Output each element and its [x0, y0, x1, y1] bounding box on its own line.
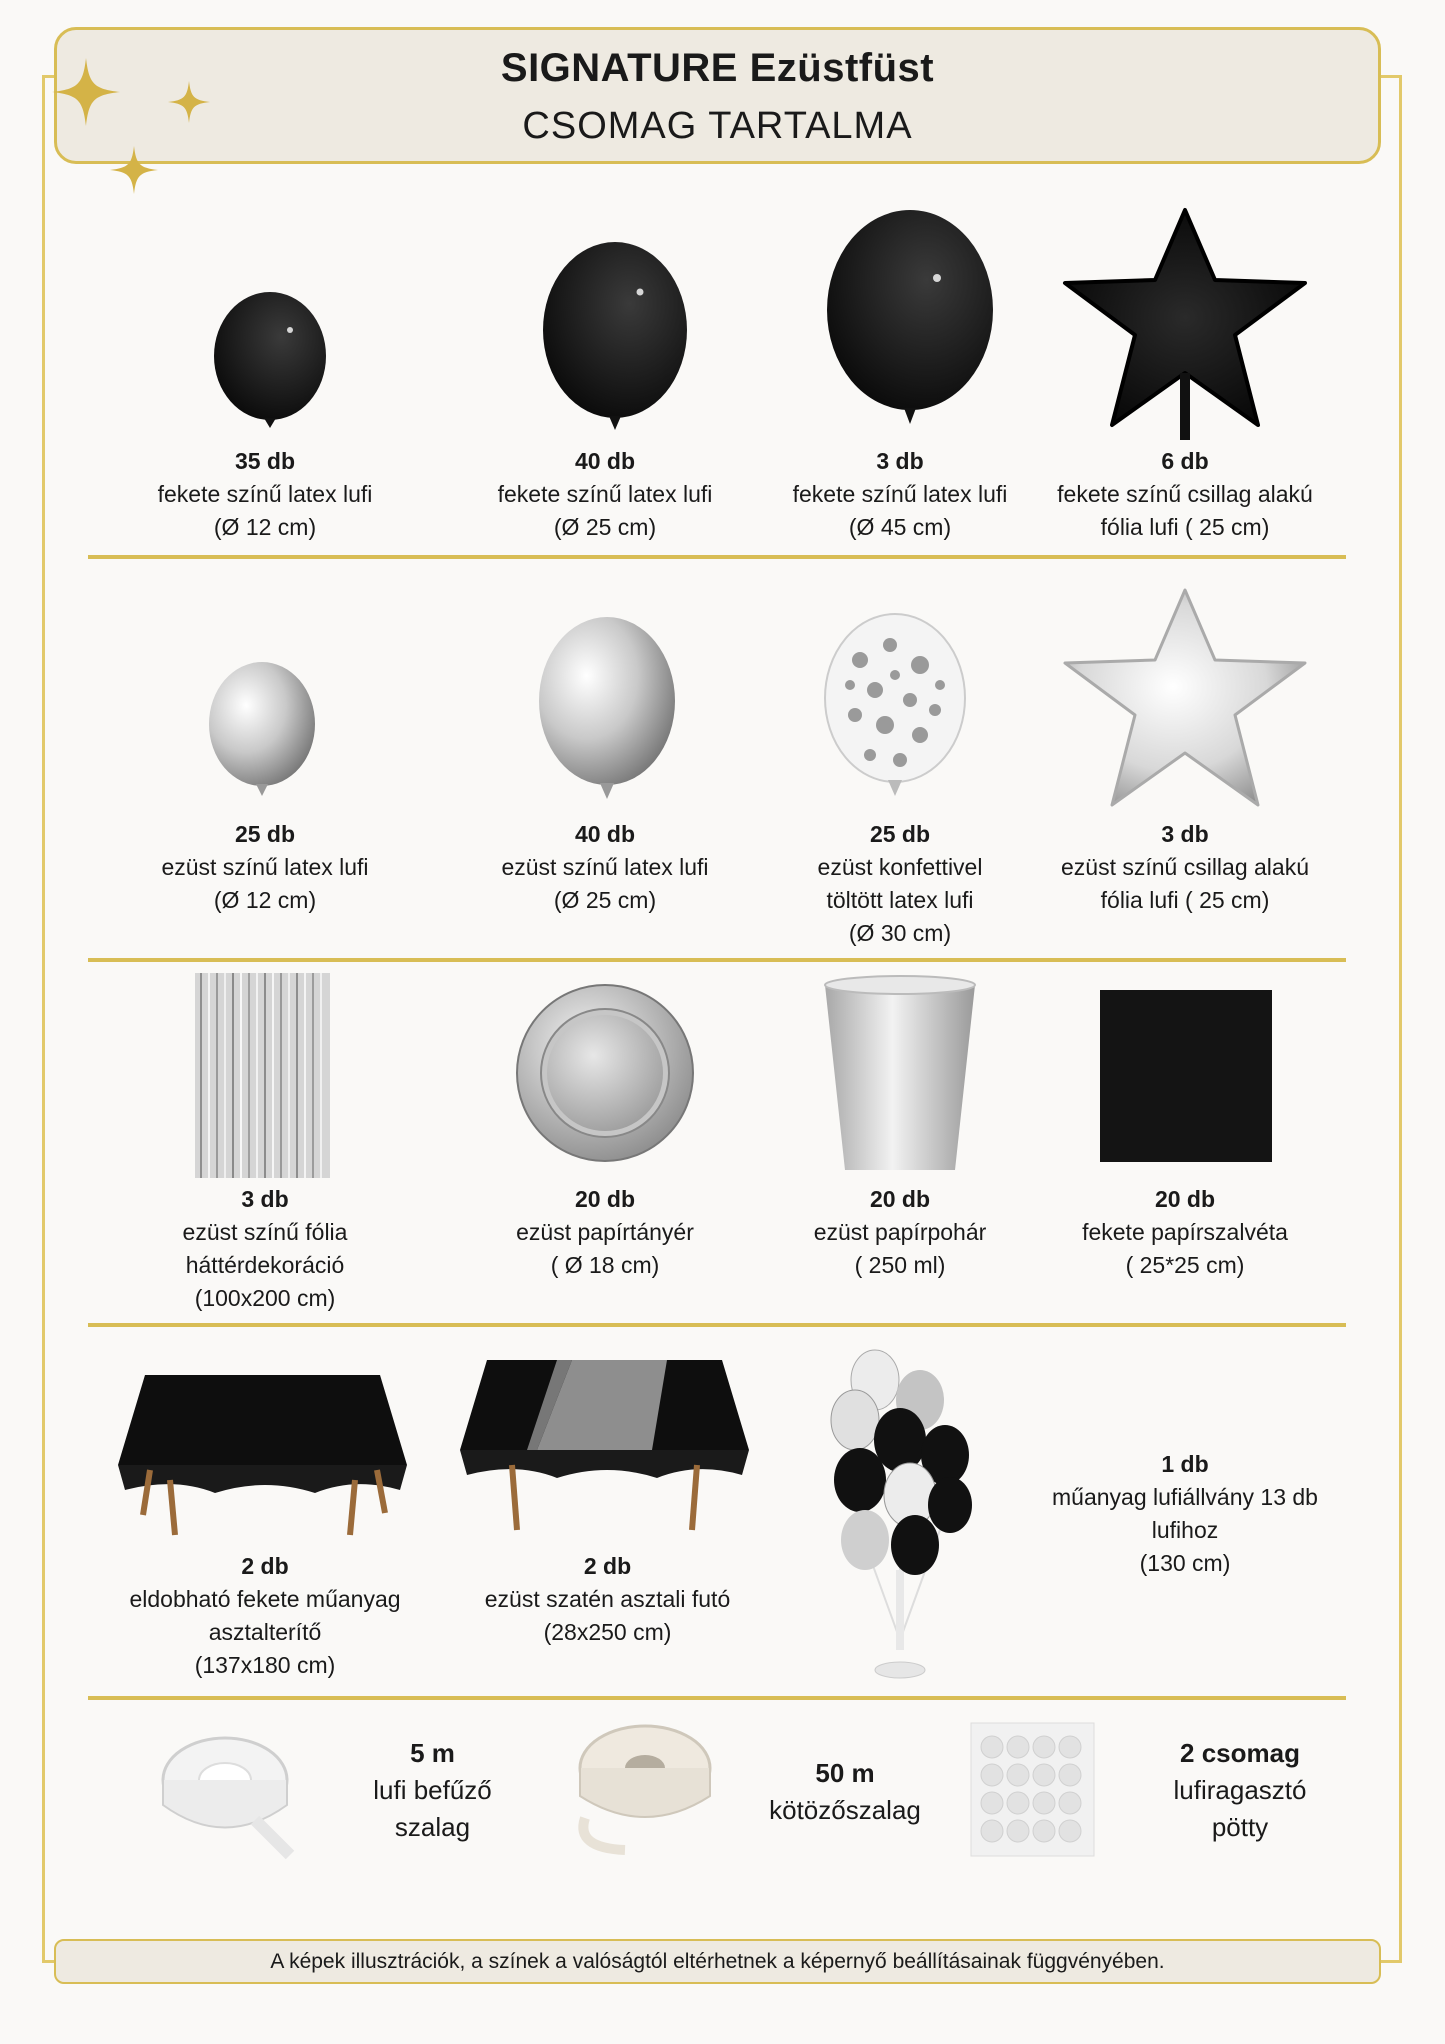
item-desc: műanyag lufiállvány 13 db: [1052, 1484, 1318, 1510]
item-qty: 40 db: [574, 821, 636, 847]
item-desc: ( Ø 18 cm): [550, 1252, 660, 1278]
item-desc: fekete papírszalvéta: [1082, 1219, 1288, 1245]
item-qty: 6 db: [1161, 448, 1209, 474]
item-desc: ezüst konfettivel: [817, 854, 983, 880]
item-confetti-latex: [765, 818, 1035, 950]
item-desc: (100x200 cm): [194, 1285, 336, 1311]
item-qty: 3 db: [876, 448, 924, 474]
item-desc: ( 250 ml): [854, 1252, 946, 1278]
ribbon-roll-image: [155, 1725, 295, 1860]
item-tablecloth: [100, 1550, 430, 1682]
balloon-stand-image: [820, 1340, 980, 1680]
item-desc: ezüst színű fólia: [182, 1219, 348, 1245]
row-divider: [88, 1323, 1346, 1327]
item-qty: 35 db: [234, 448, 296, 474]
black-napkin-image: [1100, 990, 1272, 1162]
silver-paper-cup-image: [820, 975, 980, 1175]
item-qty: 50 m: [815, 1758, 875, 1788]
item-desc: (Ø 25 cm): [553, 514, 657, 540]
item-desc: fekete színű latex lufi: [497, 481, 713, 507]
item-tying-ribbon: [745, 1755, 945, 1829]
item-desc: (137x180 cm): [194, 1652, 336, 1678]
item-paper-plate: [470, 1183, 740, 1282]
item-silver-latex-12: [130, 818, 400, 917]
item-desc: asztalterítő: [208, 1619, 322, 1645]
item-silver-latex-25: [470, 818, 740, 917]
table-runner-image: [457, 1350, 752, 1540]
item-qty: 2 csomag: [1180, 1738, 1300, 1768]
item-desc: kötözőszalag: [769, 1795, 921, 1825]
item-desc: (Ø 12 cm): [213, 887, 317, 913]
item-paper-cup: [765, 1183, 1035, 1282]
black-tablecloth-image: [115, 1365, 410, 1540]
page-title: SIGNATURE Ezüstfüst: [500, 46, 935, 90]
item-qty: 25 db: [234, 821, 296, 847]
item-qty: 20 db: [1154, 1186, 1216, 1212]
black-star-foil-balloon-image: [1060, 205, 1310, 445]
item-qty: 2 db: [583, 1553, 632, 1579]
sparkle-icon: [168, 81, 210, 123]
item-desc: (28x250 cm): [543, 1619, 672, 1645]
glue-dots-sheet-image: [970, 1722, 1095, 1857]
item-desc: fekete színű latex lufi: [792, 481, 1008, 507]
sparkle-icon: [110, 146, 158, 194]
item-desc: ezüst papírpohár: [813, 1219, 987, 1245]
row-divider: [88, 1696, 1346, 1700]
black-balloon-25cm-image: [540, 240, 690, 435]
item-table-runner: [455, 1550, 760, 1649]
item-qty: 40 db: [574, 448, 636, 474]
item-black-latex-45: [765, 445, 1035, 544]
item-black-latex-12: [130, 445, 400, 544]
silver-star-foil-balloon-image: [1060, 585, 1310, 820]
item-desc: ezüst papírtányér: [516, 1219, 694, 1245]
page-subtitle: CSOMAG TARTALMA: [522, 105, 913, 147]
item-desc: (130 cm): [1139, 1550, 1231, 1576]
item-qty: 3 db: [241, 1186, 289, 1212]
item-ribbon: [340, 1735, 525, 1846]
item-desc: töltött latex lufi: [826, 887, 974, 913]
row-divider: [88, 958, 1346, 962]
item-silver-star-foil: [1035, 818, 1335, 917]
item-paper-napkin: [1035, 1183, 1335, 1282]
item-balloon-stand: [1035, 1448, 1335, 1580]
item-desc: fekete színű latex lufi: [157, 481, 373, 507]
item-desc: lufihoz: [1151, 1517, 1219, 1543]
row-divider: [88, 555, 1346, 559]
item-qty: 2 db: [241, 1553, 289, 1579]
item-desc: ( 25*25 cm): [1125, 1252, 1245, 1278]
confetti-balloon-image: [820, 610, 970, 810]
item-desc: (Ø 45 cm): [848, 514, 952, 540]
silver-balloon-12cm-image: [205, 660, 320, 810]
sparkle-icon: [52, 58, 120, 126]
item-black-star-foil: [1035, 445, 1335, 544]
item-desc: ezüst színű latex lufi: [501, 854, 709, 880]
item-glue-dots: [1135, 1735, 1345, 1846]
item-qty: 20 db: [869, 1186, 931, 1212]
tying-ribbon-spool-image: [565, 1718, 720, 1858]
black-balloon-45cm-image: [825, 208, 995, 438]
item-qty: 3 db: [1161, 821, 1209, 847]
item-qty: 5 m: [410, 1738, 455, 1768]
item-desc: lufi befűző: [373, 1775, 492, 1805]
item-desc: (Ø 12 cm): [213, 514, 317, 540]
item-desc: ezüst színű csillag alakú: [1060, 854, 1309, 880]
silver-foil-curtain-image: [195, 973, 330, 1178]
item-desc: ezüst színű latex lufi: [161, 854, 369, 880]
silver-balloon-25cm-image: [535, 613, 680, 813]
item-desc: lufiragasztó: [1173, 1775, 1307, 1805]
item-foil-curtain: [130, 1183, 400, 1315]
item-qty: 20 db: [574, 1186, 636, 1212]
item-qty: 1 db: [1161, 1451, 1209, 1477]
item-desc: szalag: [394, 1812, 471, 1842]
item-black-latex-25: [470, 445, 740, 544]
item-desc: háttérdekoráció: [185, 1252, 345, 1278]
item-desc: fólia lufi ( 25 cm): [1100, 887, 1270, 913]
item-desc: (Ø 25 cm): [553, 887, 657, 913]
item-qty: 25 db: [869, 821, 931, 847]
black-balloon-12cm-image: [210, 290, 330, 440]
item-desc: ezüst szatén asztali futó: [484, 1586, 731, 1612]
item-desc: fekete színű csillag alakú: [1057, 481, 1313, 507]
item-desc: eldobható fekete műanyag: [129, 1586, 401, 1612]
item-desc: fólia lufi ( 25 cm): [1100, 514, 1270, 540]
item-desc: pötty: [1211, 1812, 1269, 1842]
header-banner: [54, 27, 1381, 164]
disclaimer-footer: A képek illusztrációk, a színek a valóságtól eltérhetnek a képernyő beállításainak függvényében.: [54, 1939, 1381, 1984]
silver-paper-plate-image: [515, 983, 695, 1163]
item-desc: (Ø 30 cm): [848, 920, 952, 946]
